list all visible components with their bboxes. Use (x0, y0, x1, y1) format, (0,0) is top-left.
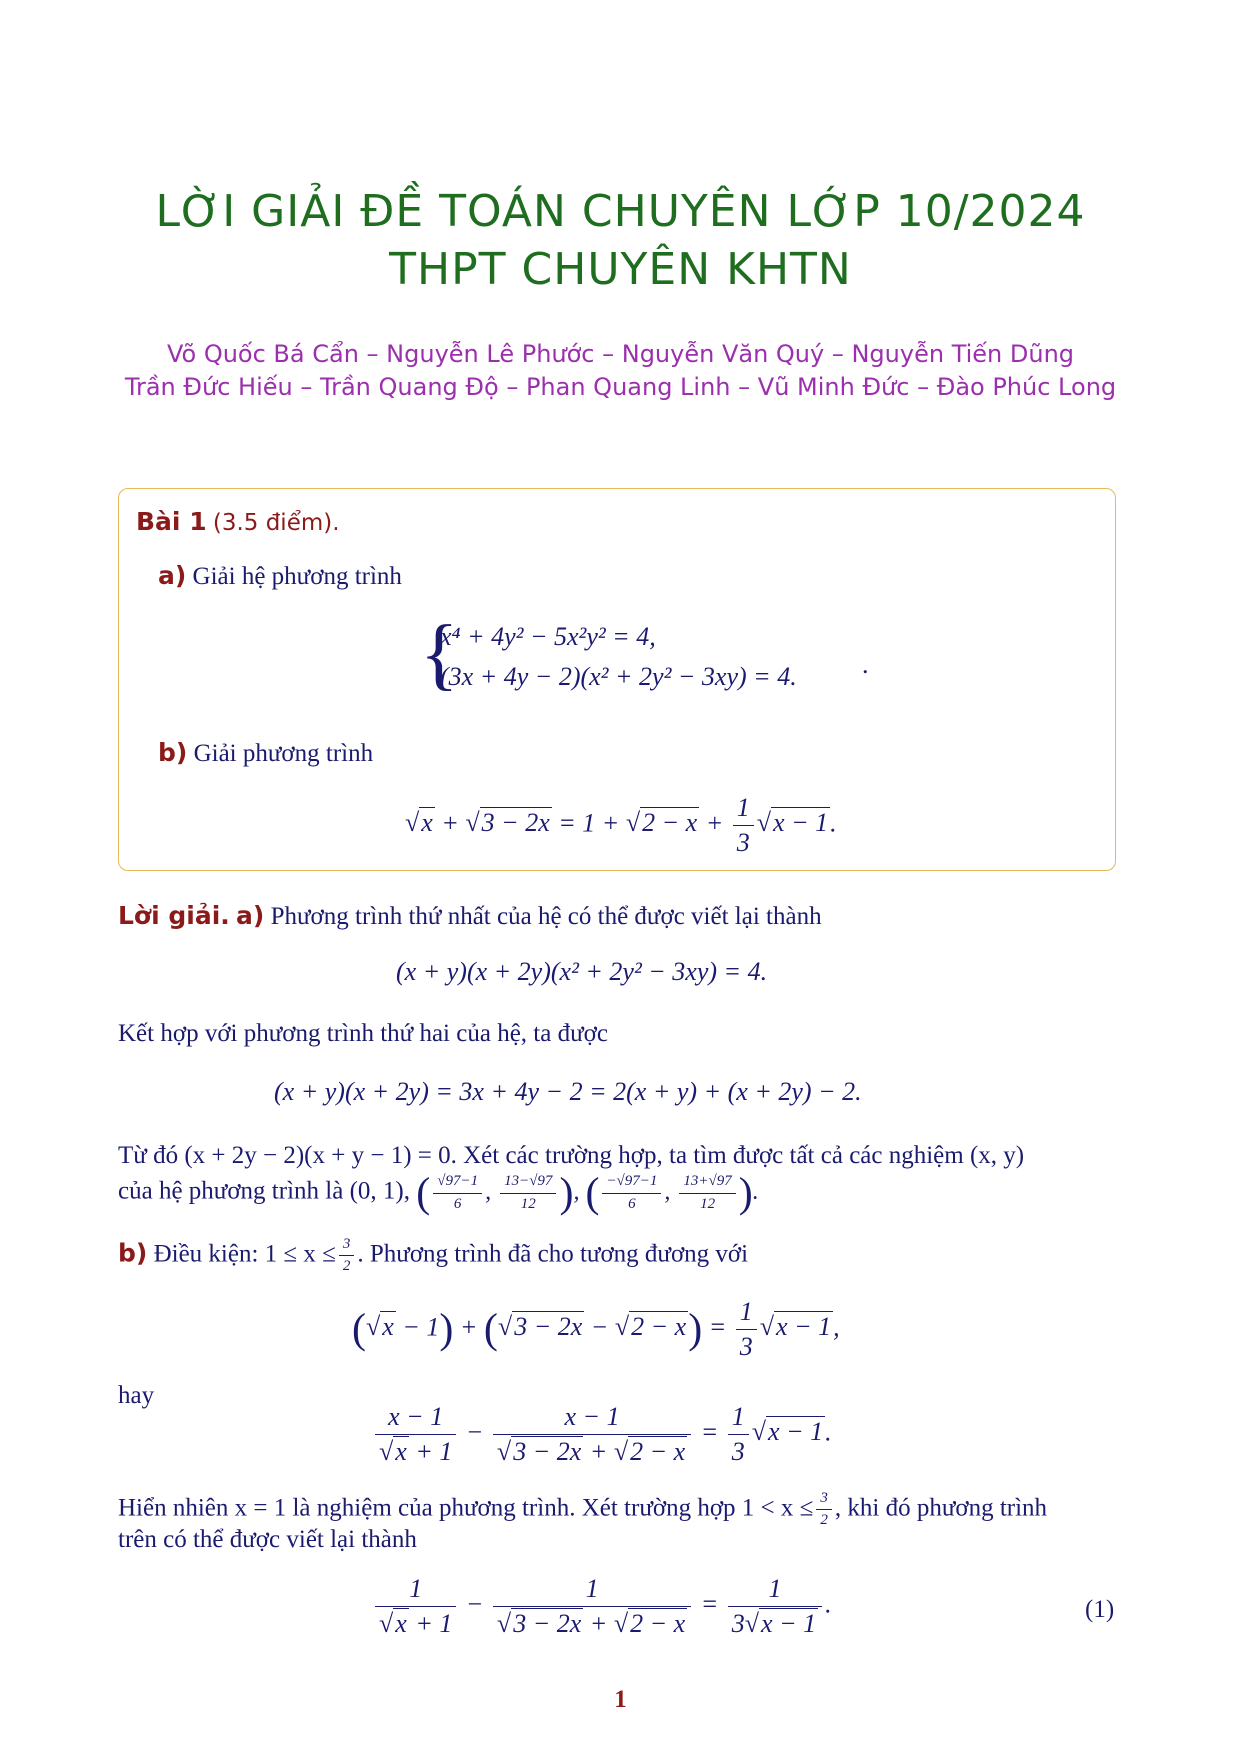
system-dot: . (862, 650, 869, 679)
solution-a-text4-prefix: của hệ phương trình là (0, 1), (118, 1177, 410, 1205)
solution-b-condition: Điều kiện: 1 ≤ x ≤ (153, 1240, 336, 1268)
solution-a-text1: Phương trình thứ nhất của hệ có thể được viết lại thành (270, 903, 822, 930)
solution-roots: ( $\frac{√97-1}{6}$ , $\frac{13-√97}{12}$ ), ( $\frac{-√97-1}{6}$ , $\frac{13+√97}{12}$ ). (416, 1170, 759, 1216)
equation-equivalent: (√x − 1) + (√3 − 2x − √2 − x) = $\frac{1}{3}$ √x − 1, (352, 1297, 840, 1361)
problem-heading (136, 506, 340, 539)
part-b (158, 737, 373, 770)
equation-combined: (x + y)(x + 2y) = 3x + 4y − 2 = 2(x + y) + (x + 2y) − 2. (274, 1077, 862, 1106)
equation-number: (1) (1085, 1596, 1115, 1623)
page-number: 1 (614, 1686, 627, 1713)
solution-heading: Lời giải. (118, 901, 230, 930)
solution-b-text2-part2: , khi đó phương trình (834, 1494, 1048, 1522)
system-brace: { (420, 610, 459, 698)
authors-line2: Trần Đức Hiếu – Trần Quang Độ – Phan Quang Linh – Vũ Minh Đức – Đào Phúc Long (124, 373, 1117, 401)
problem-number: Bài 1 (136, 507, 207, 536)
solution-intro (118, 900, 822, 933)
solution-b-text3: trên có thể được viết lại thành (118, 1526, 417, 1553)
case-fraction: $\frac{3}{2}$ (816, 1490, 832, 1530)
problem-b-equation: √x + √3 − 2x = 1 + √2 − x + $\frac{1}{3}$ √x − 1. (405, 793, 837, 857)
equation-rationalized: $\frac{x - 1}{√x + 1}$ − $\frac{x - 1}{√3 - 2x + √2 - x}$ = $\frac{1}{3}$ √x − 1. (372, 1402, 832, 1467)
solution-a-text3: Từ đó (x + 2y − 2)(x + y − 1) = 0. Xét các trường hợp, ta tìm được tất cả các nghiệm (x, y) (118, 1142, 1025, 1169)
part-a (158, 560, 402, 593)
part-a-label: a) (158, 561, 187, 590)
part-b-text: Giải phương trình (193, 740, 374, 767)
solution-a-label: a) (236, 901, 265, 930)
authors-line1: Võ Quốc Bá Cẩn – Nguyễn Lê Phước – Nguyễn Văn Quý – Nguyễn Tiến Dũng (166, 340, 1075, 368)
equation-1: $\frac{1}{√x + 1}$ − $\frac{1}{√3 - 2x + √2 - x}$ = $\frac{1}{3√x - 1}$ . (372, 1574, 832, 1639)
solution-a-text2: Kết hợp với phương trình thứ hai của hệ, ta được (118, 1020, 608, 1047)
problem-points: (3.5 điểm). (212, 510, 340, 536)
solution-b-text1-end: . Phương trình đã cho tương đương với (357, 1240, 749, 1268)
system-eq1: x⁴ + 4y² − 5x²y² = 4, (440, 622, 656, 651)
solution-b-text2-part1: Hiển nhiên x = 1 là nghiệm của phương trình. Xét trường hợp 1 < x ≤ (118, 1494, 814, 1522)
solution-a-text4 (118, 1172, 759, 1214)
part-b-label: b) (158, 738, 188, 767)
word-hay: hay (118, 1382, 155, 1409)
equation-factored: (x + y)(x + 2y)(x² + 2y² − 3xy) = 4. (396, 957, 768, 986)
page-title-line2: THPT CHUYÊN KHTN (389, 244, 852, 295)
system-eq2: (3x + 4y − 2)(x² + 2y² − 3xy) = 4. (440, 662, 797, 691)
solution-b-text1 (118, 1236, 748, 1276)
part-a-text: Giải hệ phương trình (192, 563, 402, 590)
solution-b-label: b) (118, 1238, 148, 1268)
condition-fraction: $\frac{3}{2}$ (339, 1236, 355, 1276)
page-title-line1: LỜI GIẢI ĐỀ TOÁN CHUYÊN LỚP 10/2024 (155, 186, 1086, 237)
